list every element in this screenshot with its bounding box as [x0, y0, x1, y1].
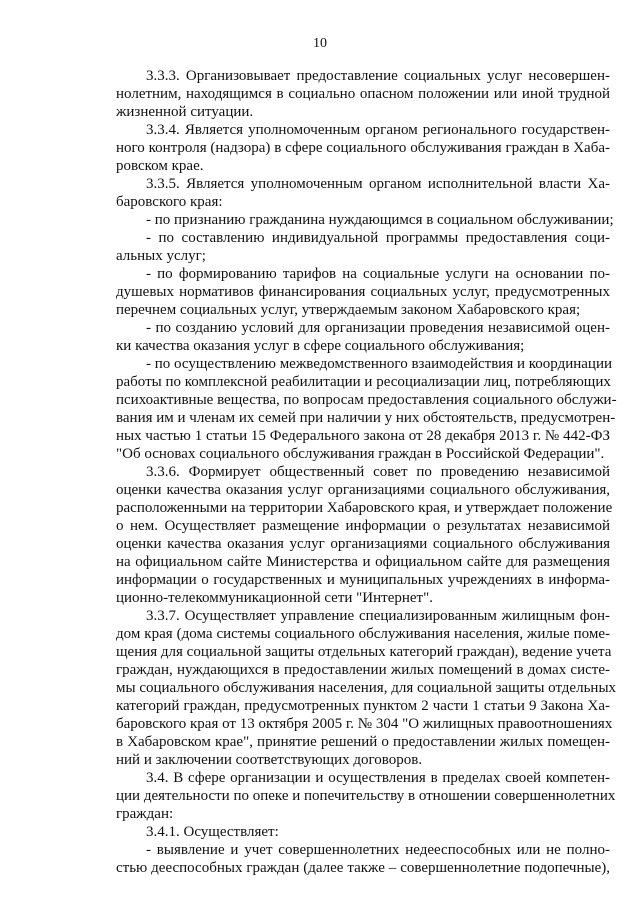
paragraph-line: ции деятельности по опеке и попечительству в отношении совершеннолетних	[116, 788, 616, 804]
paragraph-line: баровского края от 13 октября 2005 г. № 304 "О жилищных правоотношениях	[116, 716, 613, 732]
list-item-line: - по осуществлению межведомственного взаимодействия и координации	[146, 356, 613, 372]
paragraph-line: ционно-телекоммуникационной сети "Интернет".	[116, 590, 433, 606]
paragraph-line: граждан:	[116, 806, 174, 822]
list-item-line: душевых нормативов финансирования социальных услуг, предусмотренных	[116, 284, 610, 300]
paragraph-line: в Хабаровском крае", принятие решений о предоставлении жилых помещен-	[116, 734, 610, 750]
paragraph-line: жизненной ситуации.	[116, 104, 254, 120]
paragraph-line: ний и заключении соответствующих договоров.	[116, 752, 423, 768]
paragraph-line: 3.3.7. Осуществляет управление специализированным жилищным фон-	[146, 608, 610, 624]
paragraph-line: 3.3.3. Организовывает предоставление социальных услуг несовершен-	[146, 68, 610, 84]
list-item-line: ки качества оказания услуг в сфере социального обслуживания;	[116, 338, 525, 354]
paragraph-line: баровского края:	[116, 194, 223, 210]
paragraph-line: дом края (дома системы социального обслуживания населения, жилые поме-	[116, 626, 610, 642]
paragraph-line: расположенными на территории Хабаровского края, и утверждает положение	[116, 500, 613, 516]
list-item-line: ных частью 1 статьи 15 Федерального закона от 28 декабря 2013 г. № 442-ФЗ	[116, 428, 610, 444]
paragraph-line: категорий граждан, предусмотренных пунктом 2 части 1 статьи 9 Закона Ха-	[116, 698, 610, 714]
list-item-line: - по составлению индивидуальной программы предоставления соци-	[146, 230, 610, 246]
paragraph-line: ного контроля (надзора) в сфере социального обслуживания граждан в Хаба-	[116, 140, 610, 156]
list-item-line: - по признанию гражданина нуждающимся в социальном обслуживании;	[146, 212, 614, 228]
paragraph-line: оценки качества оказания услуг организациями социального обслуживания,	[116, 482, 610, 498]
paragraph-line: на официальном сайте Министерства и официальном сайте для размещения	[116, 554, 610, 570]
list-item-line: - выявление и учет совершеннолетних недееспособных или не полно-	[146, 842, 610, 858]
paragraph-line: 3.3.5. Является уполномоченным органом исполнительной власти Ха-	[146, 176, 610, 192]
paragraph-line: 3.4.1. Осуществляет:	[146, 824, 279, 840]
paragraph-line: щения для социальной защиты отдельных категорий граждан), ведение учета	[116, 644, 612, 660]
list-item-line: перечнем социальных услуг, утверждаемым законом Хабаровского края;	[116, 302, 581, 318]
paragraph-line: 3.3.4. Является уполномоченным органом регионального государствен-	[146, 122, 610, 138]
list-item-line: стью дееспособных граждан (далее также – совершеннолетние подопечные),	[116, 860, 610, 876]
paragraph-line: ровском крае.	[116, 158, 204, 174]
paragraph-line: оценки качества оказания услуг организациями социального обслуживания	[116, 536, 610, 552]
paragraph-line: мы социального обслуживания населения, для социальной защиты отдельных	[116, 680, 617, 696]
paragraph-line: 3.3.6. Формирует общественный совет по проведению независимой	[146, 464, 610, 480]
list-item-line: - по созданию условий для организации проведения независимой оцен-	[146, 320, 610, 336]
list-item-line: вания им и членам их семей при наличии у них обстоятельств, предусмотрен-	[116, 410, 616, 426]
paragraph-line: информации о государственных и муниципальных учреждениях в информа-	[116, 572, 610, 588]
list-item-line: работы по комплексной реабилитации и ресоциализации лиц, потребляющих	[116, 374, 611, 390]
paragraph-line: 3.4. В сфере организации и осуществления в пределах своей компетен-	[146, 770, 610, 786]
paragraph-line: нолетним, находящимся в социально опасном положении или иной трудной	[116, 86, 610, 102]
list-item-line: "Об основах социального обслуживания граждан в Российской Федерации".	[116, 446, 605, 462]
list-item-line: альных услуг;	[116, 248, 206, 264]
paragraph-line: о нем. Осуществляет размещение информации о результатах независимой	[116, 518, 610, 534]
list-item-line: психоактивные вещества, по вопросам предоставления социального обслужи-	[116, 392, 617, 408]
page-number: 10	[313, 36, 327, 51]
paragraph-line: граждан, нуждающихся в предоставлении жилых помещений в домах систе-	[116, 662, 610, 678]
list-item-line: - по формированию тарифов на социальные услуги на основании по-	[146, 266, 610, 282]
